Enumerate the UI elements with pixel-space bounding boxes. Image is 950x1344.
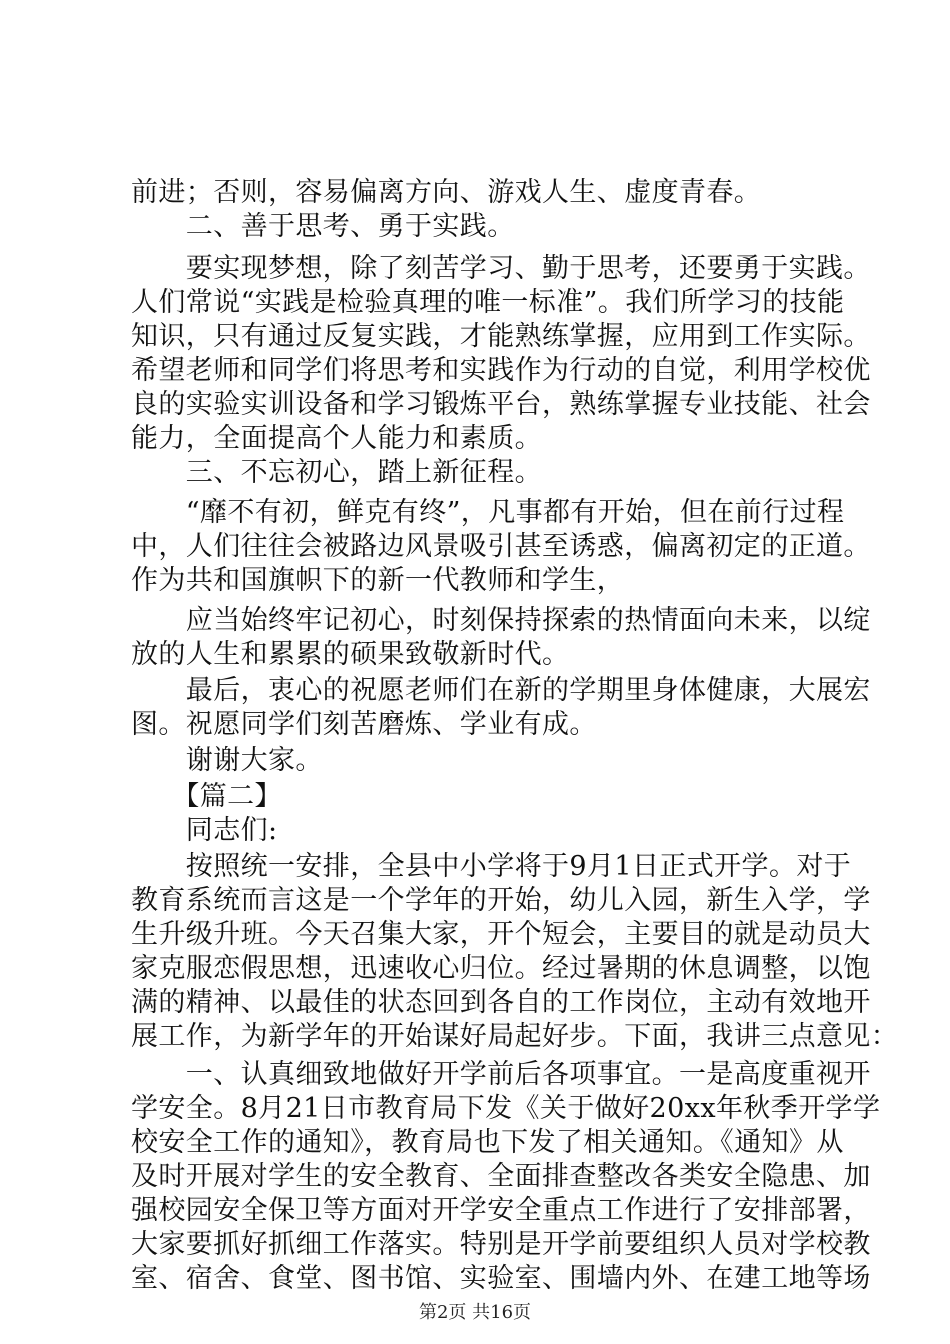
text-line: “靡不有初，鲜克有终”，凡事都有开始，但在前行过程	[131, 497, 845, 528]
text-line: 要实现梦想，除了刻苦学习、勤于思考，还要勇于实践。	[131, 253, 871, 284]
section-heading: 三、不忘初心，踏上新征程。	[131, 457, 542, 488]
text-line: 谢谢大家。	[131, 745, 323, 776]
text-line: 大家要抓好抓细工作落实。特别是开学前要组织人员对学校教	[131, 1229, 871, 1260]
salutation: 同志们:	[131, 815, 278, 846]
text-line: 知识，只有通过反复实践，才能熟练掌握，应用到工作实际。	[131, 321, 871, 352]
text-line: 教育系统而言这是一个学年的开始，幼儿入园，新生入学，学	[131, 885, 871, 916]
text-line: 满的精神、以最佳的状态回到各自的工作岗位，主动有效地开	[131, 987, 871, 1018]
text-line: 良的实验实训设备和学习锻炼平台，熟练掌握专业技能、社会	[131, 389, 871, 420]
page-number: 第2页 共16页	[418, 1302, 532, 1323]
text-line: 能力，全面提高个人能力和素质。	[131, 423, 542, 454]
text-line: 展工作，为新学年的开始谋好局起好步。下面，我讲三点意见：	[131, 1021, 899, 1052]
text-line: 按照统一安排，全县中小学将于9月1日正式开学。对于	[131, 851, 852, 882]
text-line: 强校园安全保卫等方面对开学安全重点工作进行了安排部署，	[131, 1195, 871, 1226]
text-line: 及时开展对学生的安全教育、全面排查整改各类安全隐患、加	[131, 1161, 871, 1192]
section-heading: 二、善于思考、勇于实践。	[131, 211, 515, 242]
text-line: 一、认真细致地做好开学前后各项事宜。一是高度重视开	[131, 1059, 871, 1090]
text-line: 中，人们往往会被路边风景吸引甚至诱惑，偏离初定的正道。	[131, 531, 871, 562]
text-line: 生升级升班。今天召集大家，开个短会，主要目的就是动员大	[131, 919, 871, 950]
text-line: 室、宿舍、食堂、图书馆、实验室、围墙内外、在建工地等场	[131, 1263, 871, 1294]
section-title: 【篇二】	[131, 781, 282, 812]
text-line: 人们常说“实践是检验真理的唯一标准”。我们所学习的技能	[131, 287, 845, 318]
text-line: 作为共和国旗帜下的新一代教师和学生，	[131, 565, 625, 596]
text-line: 图。祝愿同学们刻苦磨炼、学业有成。	[131, 709, 597, 740]
text-line: 放的人生和累累的硕果致敬新时代。	[131, 639, 570, 670]
text-line: 前进；否则，容易偏离方向、游戏人生、虚度青春。	[131, 177, 762, 208]
text-line: 家克服恋假思想，迅速收心归位。经过暑期的休息调整，以饱	[131, 953, 871, 984]
text-line: 应当始终牢记初心，时刻保持探索的热情面向未来，以绽	[131, 605, 871, 636]
text-line: 校安全工作的通知》，教育局也下发了相关通知。《通知》从	[131, 1127, 844, 1158]
text-line: 学安全。8月21日市教育局下发《关于做好20xx年秋季开学学	[131, 1093, 881, 1124]
text-line: 最后，衷心的祝愿老师们在新的学期里身体健康，大展宏	[131, 675, 871, 706]
text-line: 希望老师和同学们将思考和实践作为行动的自觉，利用学校优	[131, 355, 871, 386]
